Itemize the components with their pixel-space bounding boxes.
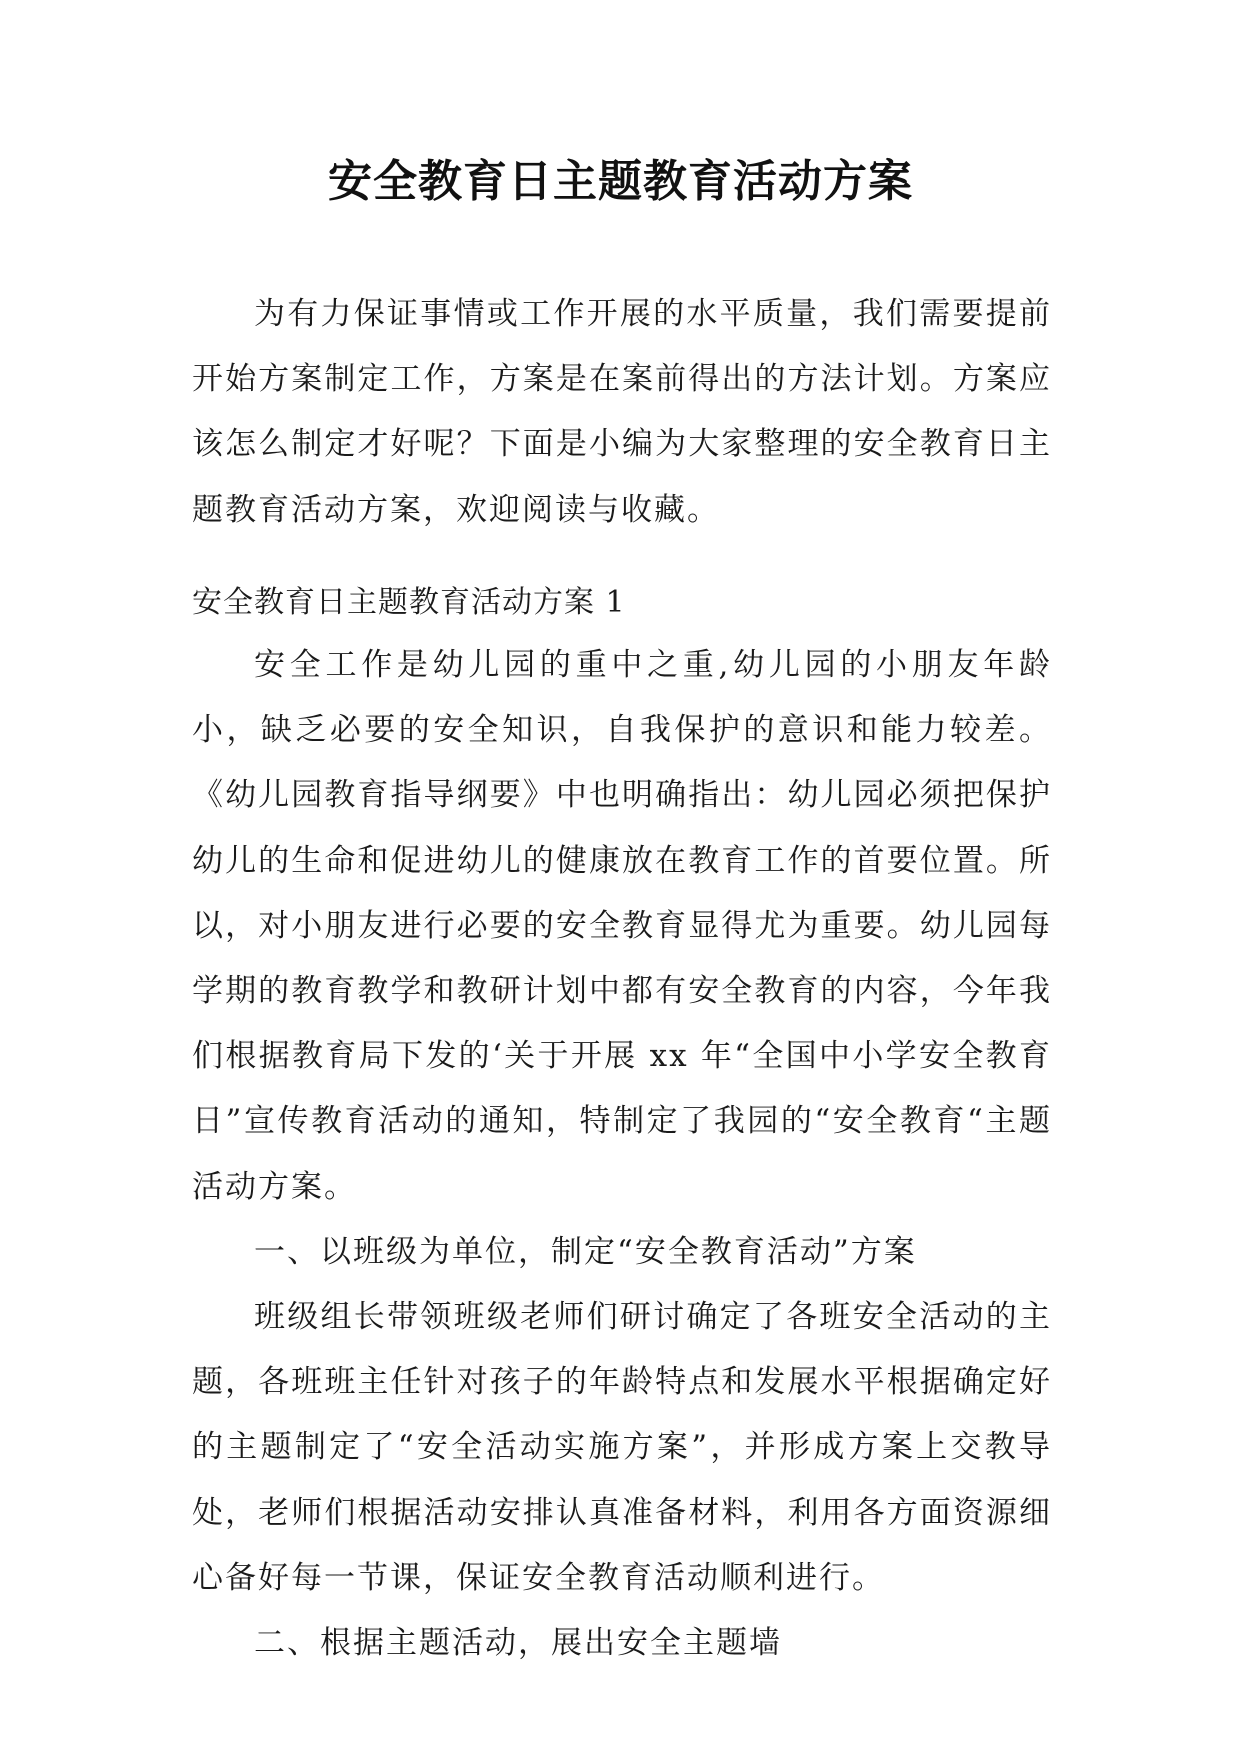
- body-paragraph: 安全工作是幼儿园的重中之重,幼儿园的小朋友年龄小，缺乏必要的安全知识，自我保护的意识和能力较差。《幼儿园教育指导纲要》中也明确指出：幼儿园必须把保护幼儿的生命和促进幼儿的健康放在教育工作的首要位置。所以，对小朋友进行必要的安全教育显得尤为重要。幼儿园每学期的教育教学和教研计划中都有安全教育的内容，今年我们根据教育局下发的‘关于开展 xx 年“全国中小学安全教育日”宣传教育活动的通知，特制定了我园的“安全教育“主题活动方案。: [192, 647, 1052, 1205]
- section-body: [192, 633, 1052, 1676]
- section-heading: 安全教育日主题教育活动方案 1: [192, 585, 626, 620]
- intro-paragraph: 为有力保证事情或工作开展的水平质量，我们需要提前开始方案制定工作，方案是在案前得出的方法计划。方案应该怎么制定才好呢？下面是小编为大家整理的安全教育日主题教育活动方案，欢迎阅读与收藏。: [192, 296, 1052, 528]
- subsection-heading: 一、以班级为单位，制定“安全教育活动”方案: [254, 1233, 917, 1270]
- body-paragraph: 班级组长带领班级老师们研讨确定了各班安全活动的主题，各班班主任针对孩子的年龄特点和发展水平根据确定好的主题制定了“安全活动实施方案”，并形成方案上交教导处，老师们根据活动安排认真准备材料，利用各方面资源细心备好每一节课，保证安全教育活动顺利进行。: [192, 1299, 1052, 1596]
- subsection-heading: 二、根据主题活动，展出安全主题墙: [254, 1625, 782, 1662]
- document-title: 安全教育日主题教育活动方案: [328, 156, 913, 207]
